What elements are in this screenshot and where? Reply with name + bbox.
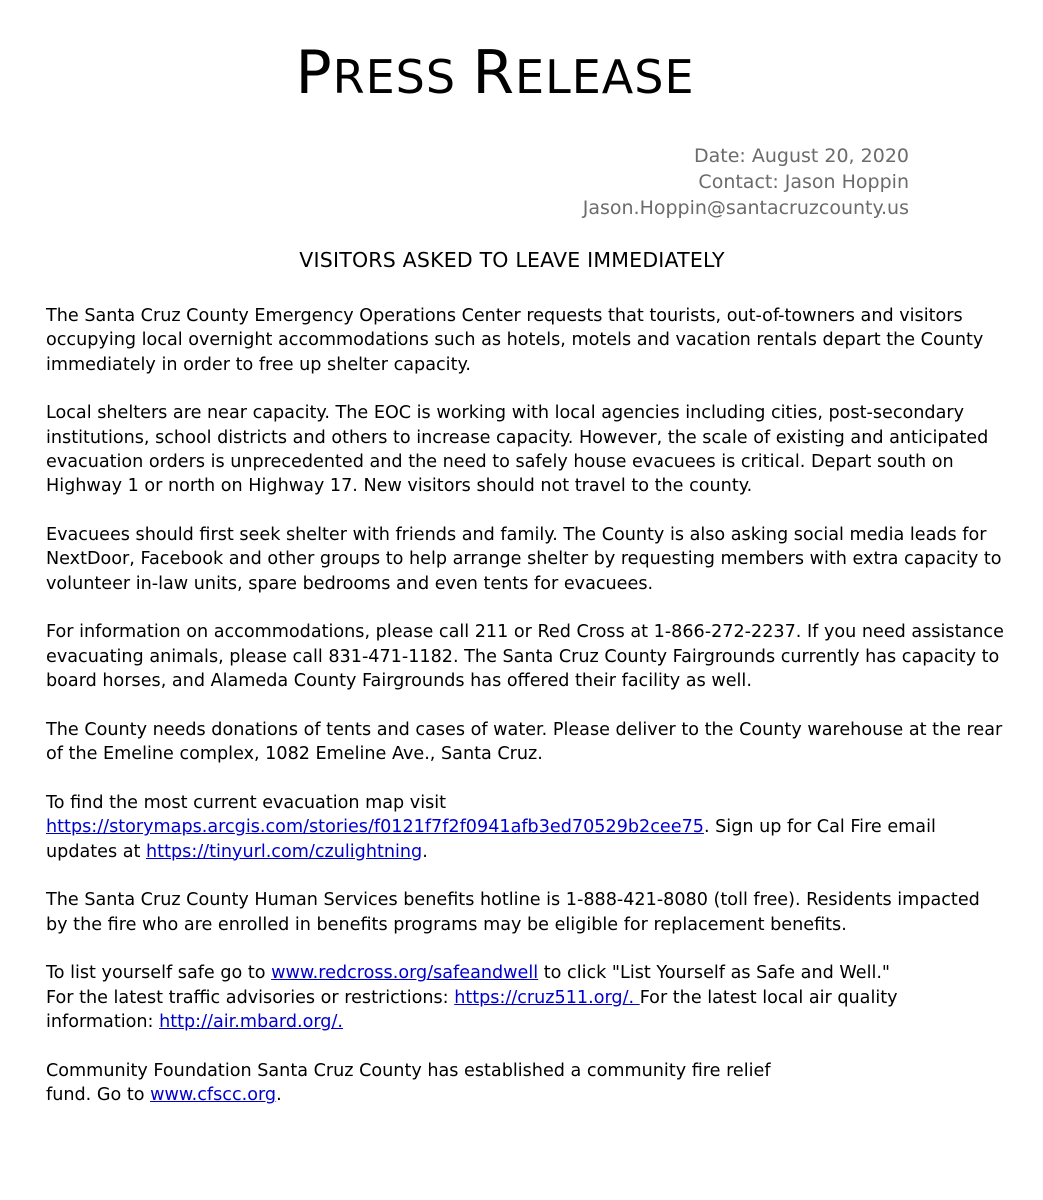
title-letter-p: P [295,38,333,108]
contact-block [583,143,909,221]
contact-name: Contact: Jason Hoppin [698,171,909,193]
paragraph-9-text-2: fund. Go to [46,1085,151,1106]
release-date: Date: August 20, 2020 [694,145,909,167]
page-title [0,38,990,108]
paragraph-3: Evacuees should first seek shelter with friends and family. The County is also asking social media leads for NextDoor, Facebook and other groups to help arrange shelter by requesting members with extra capacity to volunteer in-law units, spare bedrooms and even tents for evacuees. [46,525,1002,594]
cfscc-link[interactable]: www.cfscc.org [150,1085,277,1106]
paragraph-9 [46,1059,1006,1108]
paragraph-6-text-2: . Sign up for Cal Fire email updates at [46,817,936,862]
paragraph-6-text-3: . [422,841,428,862]
paragraph-2: Local shelters are near capacity. The EOC is working with local agencies including cities, post-secondary institutions, school districts and others to increase capacity. However, the scale of existing and anticipated evacuation orders is unprecedented and the need to safely house evacuees is critical. Depart south on Highway 1 or north on Highway 17. New visitors should not travel to the county. [46,403,989,497]
paragraph-6 [46,791,1006,864]
paragraph-9-text-3: . [276,1085,282,1106]
paragraph-4: For information on accommodations, please call 211 or Red Cross at 1-866-272-2237. If you need assistance evacuating animals, please call 831-471-1182. The Santa Cruz County Fairgrounds currently has capacity to board horses, and Alameda County Fairgrounds has offered their facility as well. [46,622,1004,692]
title-word-ress: RESS [332,50,457,104]
paragraph-9-text: Community Foundation Santa Cruz County has established a community fire relief [46,1060,771,1081]
paragraph-8-text: To list yourself safe go to [46,963,272,984]
cal-fire-updates-link[interactable]: https://tinyurl.com/czulightning [146,841,423,862]
paragraph-7: The Santa Cruz County Human Services benefits hotline is 1-888-421-8080 (toll free). Residents impacted by the fire who are enrolled in benefits programs may be eligible for replacement benefits. [46,890,980,935]
title-letter-r: R [472,38,516,108]
evacuation-map-link[interactable]: https://storymaps.arcgis.com/stories/f0121f7f2f0941afb3ed70529b2cee75 [46,817,704,838]
cruz511-link[interactable]: https://cruz511.org/. [454,987,640,1008]
contact-email: Jason.Hoppin@santacruzcounty.us [582,197,909,219]
paragraph-8-text-2: to click "List Yourself as Safe and Well." [538,963,891,984]
air-quality-link[interactable]: http://air.mbard.org/. [159,1012,343,1033]
paragraph-1: The Santa Cruz County Emergency Operations Center requests that tourists, out-of-towners and visitors occupying local overnight accommodations such as hotels, motels and vacation rentals depart the County immediately in order to free up shelter capacity. [46,306,984,375]
paragraph-8-text-3: For the latest traffic advisories or restrictions: [46,987,455,1008]
paragraph-6-text: To find the most current evacuation map visit [46,792,447,813]
paragraph-8 [46,961,1006,1034]
release-body [46,304,1006,1132]
paragraph-5: The County needs donations of tents and cases of water. Please deliver to the County warehouse at the rear of the Emeline complex, 1082 Emeline Ave., Santa Cruz. [46,719,1003,765]
title-word-elease: ELEASE [515,50,695,104]
headline: VISITORS ASKED TO LEAVE IMMEDIATELY [299,248,725,272]
red-cross-safe-link[interactable]: www.redcross.org/safeandwell [271,963,539,984]
paragraph-8-text-4: For the latest local air quality information: [46,987,898,1033]
